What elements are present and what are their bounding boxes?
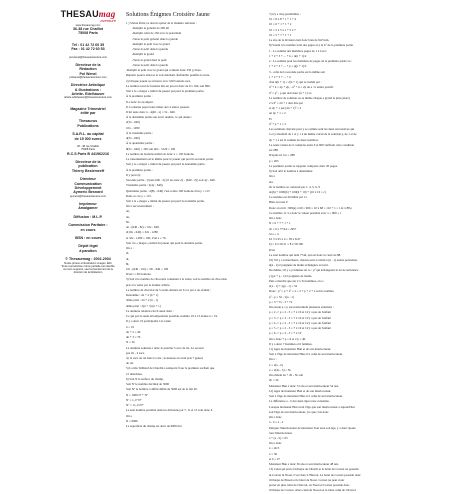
solution-text-line: Soit N'' le nombre à défini défini de 3000 est de la fait 20. (126, 387, 198, 392)
solution-text-line: 1 + 2 + 3 + ... + n (269, 74, 291, 79)
solution-text-line: D'où (269, 247, 275, 252)
solution-text-line: 4ème pirat : 2(n + 3) (n + 1) (126, 303, 161, 308)
solution-text-line: abc (269, 179, 274, 184)
solution-text-line: La dernière solution a donc le quartier 5 sacs de riz. Le second (126, 345, 204, 350)
solution-text-line: Ce qui par la seule décomposition possible, nombre 19 x 13 donne n = 19. (126, 314, 218, 319)
solution-text-line: 2 - La somme pour les membres de pages de la première partie va : (269, 59, 352, 64)
solution-text-line: Lorsque monsieur Hun avait l'âge que son interlocuteur a aujourd'hui (269, 404, 355, 409)
masthead-line: pol.wenel@thesauraventure.com (69, 55, 107, 59)
solution-text-line: D'après ici n n = 288 (269, 153, 295, 158)
solution-text-line: N'' = 11,13 N'' (126, 403, 144, 408)
solution-text-line: porter en plus celui de Chavrol, ou Noon et Couvet possède donc (269, 483, 350, 488)
masthead-line: & Illustrations : (74, 87, 102, 92)
solution-text-line: tout l'interlocuteur. (269, 430, 293, 435)
masthead-line: Amalgamer (78, 206, 98, 211)
solution-text-line: -Remplit le grand (132, 52, 154, 57)
masthead-line: à parution (79, 248, 97, 253)
solution-text-line: de riz. (126, 361, 134, 366)
solution-text-line: 1 + 2 + 3 + ... + p = p(p + 1)/2 (269, 64, 307, 69)
logo-accent-text: mag (98, 9, 116, 19)
solution-text-line: On a (126, 413, 132, 418)
masthead-line: de 15 000 euros (74, 136, 102, 141)
solution-text-line: Troisième partie : 2(4y - 640) (126, 183, 163, 188)
masthead-line: 75008 Paris (81, 148, 95, 152)
solution-text-line: x = 2(4a - b) = 3b (269, 367, 291, 372)
solution-text-line: 5) La tête Teilhard de Chardin a remporté 9 sur la première sachant que (126, 366, 215, 371)
masthead-line: © Thesaurmag : 2002-2004 (65, 257, 111, 262)
masthead-line: Développement (74, 185, 102, 190)
masthead-line: 36 - 38 rue Chaillot (77, 145, 99, 149)
solution-text-line: et 32z - 1280 = 100, d'où z = 70. (126, 235, 167, 240)
masthead-line (56, 36, 120, 43)
solution-text-line: N = 1000 N' + N'' (126, 392, 148, 397)
solution-text-line: 4z, (126, 214, 130, 219)
solution-text-line: 4) 11 sacs de riz dans la cale ; le mousse en avait pris 7 genres (126, 356, 203, 360)
solution-text-line: À la troisième partie : (126, 130, 153, 135)
masthead-line: Communication (74, 181, 102, 186)
solution-text-line: d'où n(n + 1) = 2(n + 1) qui se traduit par : (269, 80, 322, 85)
solution-text-line: 10 = 6 + 1 + 1 + 2 (269, 22, 292, 27)
logo-subtitle: aventure (100, 18, 116, 23)
masthead-line: Commission Paritaire : (68, 223, 108, 228)
solution-text-line: 10 = 5 + 7 + 1 + 1 (269, 32, 292, 37)
solution-text-line: La seule valeur de n comprise entre 0 et 600 vérifiant cette condition (269, 142, 355, 147)
masthead-line: ISSN : en cours (74, 236, 102, 240)
solution-text-line: a - b = a - 2 (269, 420, 284, 425)
masthead-line: Arlette- Edelhauser (71, 92, 105, 97)
solution-text-line: -Verse le grand dans le petit (132, 57, 167, 62)
solution-text-line: Il a donc 2x au départ. (126, 99, 154, 104)
solution-text-line: 4z - (640 - 8z) = 16z - 640, (126, 225, 160, 230)
solution-text-line: Il va ensuite payer leurs mises aux 4 autres joueurs. (126, 104, 190, 109)
solution-text-line: 10) S'il y a n marcheurs, chacun serre la main à (n - 1) autres personnes (269, 258, 358, 263)
masthead-line: Thierry Beslemeeff (71, 168, 105, 173)
masthead-line: Toute reproduction même partielle est interdite (61, 264, 115, 268)
solution-text-line: pris à la vente par le dernier arbitre. (126, 282, 171, 287)
solution-text-line: 3 - celle de la seconde partie est la même soit (269, 69, 326, 74)
solution-text-line: -Remplit le gobelet de 200 ml (132, 26, 170, 31)
masthead-line: Aymeric Besnard (73, 190, 103, 195)
solution-text-line: 1 ) Vision Point va devoir opérer de la manière suivante : (126, 21, 197, 25)
website-address: www.thesaumag.com (75, 24, 101, 27)
masthead-line: Directeur de la (75, 62, 101, 67)
solution-text-line: Puisque l'interlocuteur de monsieur Tout aura son âge, y a donc ajoute (269, 425, 356, 430)
solution-text-line: 8) Soient n le nombre total des pages et p le n° de la première partie (269, 43, 353, 48)
masthead-credits (56, 27, 120, 274)
solution-text-line: 8z, (126, 219, 130, 224)
solution-text-line: n² = p² - p qui doit donc (n + 1) va (269, 90, 312, 95)
solution-text-line: on 2p + 1 = 2 (269, 111, 286, 116)
solution-text-line: x(x - 1) + p(p - 1) = 52 (269, 284, 298, 289)
solution-text-line: ab = 6 x 77/44 = 295? (269, 226, 297, 231)
masthead-line: Imprimeur (79, 201, 97, 206)
solution-text-line: À la première partie : (126, 167, 153, 172)
solution-text-line: 4z, (126, 209, 130, 214)
solution-text-line: n(n - 1)/2 poignées de mains échangées au total. (269, 263, 329, 268)
masthead-line: publication (78, 164, 98, 169)
solution-text-line: 11) Ages de monsieur Hun et de son interlocuteur. (269, 347, 332, 351)
solution-text-line: Répartir pourra ainsi se la voir méchant. Rafraîchir poutifie le reste. (126, 73, 210, 78)
solution-text-line: 16t - (640 - 16t) = 32t - 640 = 100 (126, 267, 169, 272)
solution-text-line: p = 3 -> p = 3 - 3 = 7 x 10 et l n'y a pas de l'enfant (269, 315, 331, 320)
solution-text-line: De même, s'il y a p femmes en ce : p² qui échangeant le lot de substance (269, 268, 359, 273)
solution-text-line: Donc on écrit : 909(a) x 60 = 909 = 10 x 68 = 110 + 1 = 11x x 88 p (269, 205, 352, 210)
masthead-line: S.A.R.L. au capital (72, 132, 104, 137)
solution-text-line: ni Couvet ni Noon. C'est donc L'Herron. Le béret de Couvet possède donc (269, 472, 361, 477)
masthead-line: Directeur (80, 177, 96, 182)
solution-text-line: Or le nombre se construit par 1, 4, 5, 6, 9 (269, 184, 320, 189)
masthead-line: Tél : 01 42 72 60 35 (71, 42, 105, 47)
solution-text-line: Il y perd 2y. (126, 172, 141, 177)
solution-text-line: La superficie du champ est donc de 6006 m2. (126, 424, 183, 429)
solution-text-line: 2t, (126, 251, 130, 256)
masthead-line: Dépôt légal (78, 244, 98, 249)
solution-text-line: On a donc 7 p = 6 et 2 p = 40. (269, 336, 306, 341)
solution-text-line: Soit t le « magot » initial du joueur qui perd la dernière partie. (126, 240, 203, 245)
solution-text-line: Soit N' le nombre décimal de 3000 (126, 382, 170, 387)
solution-text-line: -Remplit le petit avec le grand (132, 41, 170, 46)
solution-text-line: -Verse le petit dans la gourde (132, 62, 168, 67)
masthead-line: 75008 Paris (78, 31, 98, 36)
solutions-column-left (126, 12, 263, 429)
solution-text-line: Soit x l'âge de monsieur Hun et b celui de son interlocuteur. (269, 352, 343, 357)
solution-text-line: 2(5x - 640) (126, 120, 140, 125)
solution-text-line: Le nombre de chocolat du 5 avant-dernier est 6 x n par 2 on obtient : (126, 287, 211, 292)
solution-text-line: N = 6 + 7 + 1 + 1 (269, 221, 291, 226)
solution-text-line: n² + p + 1 = 2 (269, 121, 286, 126)
logo-main-text: THESAU (60, 9, 99, 19)
masthead-line: sur tous supports, sauf consentement de la (63, 268, 113, 272)
solution-text-line: y (p2 + p - 1)/2 poignées de mains. (269, 273, 313, 278)
masthead-line: R.C.S Paris B 441962216 (67, 151, 109, 156)
masthead-line: Magazine Trimestriel (70, 106, 106, 111)
solution-text-line: p = 203 (269, 158, 279, 163)
solution-text-line: Quatrième partie : 4(8y - 640) c'est-à-dire 100 boulons d'où y = 115 (126, 188, 210, 193)
solution-text-line: Et (269, 116, 272, 121)
solution-text-line: On a : (126, 246, 134, 251)
solution-text-line: 13) Celui qui porte l'écharpe de Chavril et le béret de Couvet ne possède (269, 467, 359, 472)
solution-text-line: l'écharpe de Couvet. Alors celui de Nooon et le béret celui de Chavrol. (269, 488, 357, 493)
solution-text-line: Le site de la division était donc bien de 9,65 km. (269, 38, 330, 43)
solution-text-line: 10 = 5 x 5 x 1 + 5 x 7 (269, 27, 296, 32)
solution-text-line: 2(16z - 640) = 32z - 1280 (126, 230, 158, 235)
solution-text-line: p = 3 + 7x - 3 + 7x (269, 299, 293, 304)
solution-text-line: 10x - 1280 (126, 125, 140, 130)
solution-text-line: -Verse le petit gobelet dans la gourde (132, 36, 178, 41)
solution-text-line: On a : (269, 357, 277, 362)
masthead-sidebar (56, 10, 120, 274)
solution-text-line: Ce nombre 11 3 a donc le valeur possible avec a = 909 = 1 (269, 210, 342, 215)
solution-text-line: x = 4b/3 (269, 446, 280, 451)
solution-text-line: 4n + 3 = 79 (126, 335, 141, 340)
masthead-line: édité par (80, 111, 96, 116)
solution-text-line: 2) Chaque joueur se retrouve avec 100 boulons sacs. (126, 78, 192, 83)
solution-text-line: x = 2(a - b) (269, 362, 283, 367)
solution-text-line: Le nombre de solution ou se même chaque a grand le plus (alors) (269, 95, 350, 100)
solution-text-line: est 288 (269, 148, 278, 153)
solution-text-line: N = 6006 (126, 418, 138, 423)
solution-text-line: 2b = 3b (269, 378, 279, 383)
solution-text-line: On a donc (269, 415, 282, 420)
masthead-line: Pol Wenel (79, 71, 97, 76)
solution-text-line: p = 4 -> p = 2 - 3 = 7 x 10 et l n'y a pas de l'enfant (269, 320, 331, 325)
solution-text-line: Donc : p² = p + x² = x = 2 + p + 2 + x soit le nombre (269, 289, 334, 294)
masthead-line: polwenel@thesauraventure.com (69, 76, 107, 80)
solution-text-line: La première partie se rappeler comporte donc 20 pages. (269, 163, 338, 168)
solution-text-line: 3) Soit n le nombre de chocolats contenant à la vente, soit le nombre de chocolats (126, 277, 227, 282)
solution-text-line: et 2p + 1 par (2n + 1)² = 2 (269, 106, 302, 111)
solution-text-line: On obtient 4a + 2b - 3b soit (269, 373, 304, 378)
masthead-line: Publications (77, 123, 99, 128)
solution-text-line: On a (269, 174, 275, 179)
solution-text-line: 9) Soit arbi le nombre à déterminer. (269, 169, 314, 174)
solution-text-line: N' = 1,17 N'' (126, 397, 142, 402)
solution-text-line: Soit y le « magot » initial du joueur qui perd la deuxième partie. (126, 162, 206, 167)
solution-text-line: -Remplit celui de 150 avec le précédent (132, 31, 182, 36)
masthead-line: Diffusion : M.L.P. (73, 214, 103, 219)
masthead-line: aymeric@thesauraventure.com (69, 194, 107, 198)
solution-text-line: n = 19 (126, 324, 134, 329)
solution-text-line: 10 = 8 x 8 + 1 + 1 + 4 (269, 17, 297, 22)
solution-text-line: N = 3n (126, 340, 135, 345)
solution-text-line: On a successivement : (126, 204, 154, 209)
solution-text-line: x et y résultent de 1 et y 1 à un même calcul de la solution y, de 1 et de (269, 132, 357, 137)
solution-text-line: p = 2 -> p = 2 - 3 = 7 x 10 et l n'y a pas de l'enfant (269, 310, 331, 315)
masthead-line: Rédaction (79, 67, 97, 72)
masthead-line: arlette.edelhauser@thesauraventure.com (64, 96, 112, 100)
solution-text-line: Il y a donc 7 hommes et 6 femmes. (269, 341, 313, 346)
solution-text-line: 6) Soit N la surface du champ. (126, 376, 164, 381)
solution-text-line: À la deuxième partie son avoir double, ce qui donne : (126, 115, 193, 120)
solution-text-line: Monsieur Hun a donc 36 ans et son interlocuteur 48 ans. (269, 462, 339, 467)
solution-text-line: 15 détachées. (126, 371, 143, 376)
solution-text-line: 4t, (126, 256, 130, 261)
solution-text-line: On a donc (269, 441, 282, 446)
solution-text-line: Il lui reste donc x - 4(40 - x) = 5x - 640. (126, 109, 176, 114)
solution-text-line: Soit z le « magot » initial du joueur qui perd la troisième partie. (126, 198, 205, 203)
masthead-line: Thesaurus (78, 119, 98, 124)
solution-text-line: l'écharpe de Pisson et le béret de Noon. Couvet ne peut avoir (269, 477, 345, 482)
solution-text-line: On a donc (269, 216, 282, 221)
solution-text-line: Solutions Énigmes Croisière Jaune (126, 12, 210, 18)
solution-text-line: Le seul nombre possible dans les divisions par 7, 11 et 13 sont donc 6 (126, 408, 213, 413)
solution-text-line: D'où t = 40 boulons. (126, 272, 152, 277)
solutions-column-right (269, 12, 409, 494)
solution-text-line: La raisonnement est le même pour le joueur qui perd la seconde partie. (126, 157, 214, 162)
solution-text-line: a + (a - b) = 63 (269, 435, 288, 440)
masthead-line: 36-38 rue Chaillot (73, 27, 103, 31)
solution-text-line: p² - p = 52 - x(x - 1) (269, 294, 294, 299)
solution-text-line: 7) n'y a cinq possibilités : (269, 12, 301, 16)
masthead-line: Directeur de la (75, 159, 101, 164)
solution-text-line: 1 - La somme des membres pages de 1 à n est : (269, 48, 328, 53)
solution-text-line: -Remplit le petit avec le grand qui contient donc 250 g d'eau. (126, 68, 202, 73)
masthead-line: en cours (80, 227, 96, 232)
solution-text-line: 2n + 2 = 40 (126, 329, 141, 334)
solution-text-line: Deuxième : 2n + 2 (n + 1) (126, 293, 159, 298)
solution-text-line: La différence a - b des deux âges reste constante. (269, 399, 330, 404)
solution-text-line: p = 5 -> p = 2 - 3 = 7 x 10 et l n'y a pas de l'enfant (269, 326, 331, 331)
solution-text-line: et b = 27 (269, 456, 280, 461)
solution-text-line: À la quatrième partie : (126, 141, 154, 146)
solution-text-line: -Verse le petit dans la gourde (132, 47, 168, 52)
solution-text-line: 1 + 2 + 3 + ... + n = n(n + 1)/2 (269, 53, 307, 58)
solution-text-line: À la première partie : (126, 94, 153, 99)
solution-text-line: Ce nombre est divisible par 11. (269, 195, 308, 200)
solution-text-line: 2 x 6² = 2n + 1 doit être par (269, 100, 304, 105)
solution-text-line: Le seul nombre qui tient 7744, qui est donc le carré de 88. (269, 252, 341, 257)
solution-text-line: 2p + 1 a est la somme de deux nombres. (269, 137, 319, 142)
solution-text-line: 8t, (126, 261, 130, 266)
solution-text-line: 12) Ages de monsieur Hun et de son interlocuteur. (269, 388, 332, 393)
solution-text-line: On essaie p = p successivement plusieurs solutions : (269, 305, 334, 310)
solution-text-line: Dans ce cas y = 115. (126, 193, 152, 198)
solution-text-line: n² + n = 2p + 2p, - n² + n = 2p on a : n entier positif. (269, 85, 334, 90)
masthead-line: Directrice Artistique (70, 83, 106, 88)
solution-text-line: p = 6 -> p = 3 - 3 = 7 x 10 (269, 331, 302, 336)
solution-text-line: Le nombre de boulons initial est donc x = 130 boulons. (126, 151, 195, 156)
solution-text-line: Il y a donc 19 participants à la vente (126, 319, 171, 324)
solution-text-line: ab(h) + 1000(b) + 100(h + 10) + (10 x 10 = c) (269, 189, 326, 194)
solution-text-line: x = 36 (269, 451, 277, 456)
solution-text-line: pas 2n - 4 sacs. (126, 350, 145, 355)
masthead-line (56, 100, 120, 107)
masthead-line: Fax : 01 42 72 60 53 (71, 47, 105, 52)
solution-text-line: soit l'âge de son interlocuteur, (ce que c'est donc (269, 409, 329, 414)
solution-text-line: Soit x l'âge de monsieur Hun et b celui de son interlocuteur. (269, 394, 343, 399)
solution-text-line: Soit x le « magot » initial du joueur qui perd la première partie. (126, 89, 205, 94)
solution-text-line: Les solutions doivent pour y se comme sont les deux successives qui (269, 127, 355, 132)
solution-text-line: Monsieur Hun a donc 72 ans et son interlocuteur 54 ans. (269, 383, 339, 388)
solution-text-line: Puis a marché que sur 2 x 3x hommes, on a : (269, 278, 325, 283)
solution-text-line: Seconde partie : (l paie 640 - 2y) il ne reste 2y - (640 - 2y) soit 4y - 640. (126, 178, 216, 183)
solution-text-line: La dernière relation s'écrit aussi donc : (126, 308, 174, 313)
solution-text-line: 3ème pirat : 2n + 2 (n - 1) (126, 298, 158, 303)
solution-text-line: b) = 9 x 50/11 = 8 x 50/100 (269, 242, 303, 247)
solution-text-line: 8(5x - 640) = 100 soit 40x - 5120 = 100 (126, 146, 176, 151)
masthead-line: direction de la Rédaction (73, 271, 103, 275)
solution-text-line: Ici 3 x 95 x 4 = 38 x 6/47 (269, 237, 301, 242)
solution-text-line: Bien au reste 0 (269, 200, 288, 205)
solution-text-line: Si a = 4 (269, 231, 279, 236)
solution-text-line: 4(5x - 640) (126, 136, 140, 141)
solution-text-line: Le nombre total de boulons mis en jeu est donc de 6 x 160, soit 800. (126, 83, 211, 88)
masthead-line: Textes photos et illustrations images. Édit. (63, 261, 113, 265)
